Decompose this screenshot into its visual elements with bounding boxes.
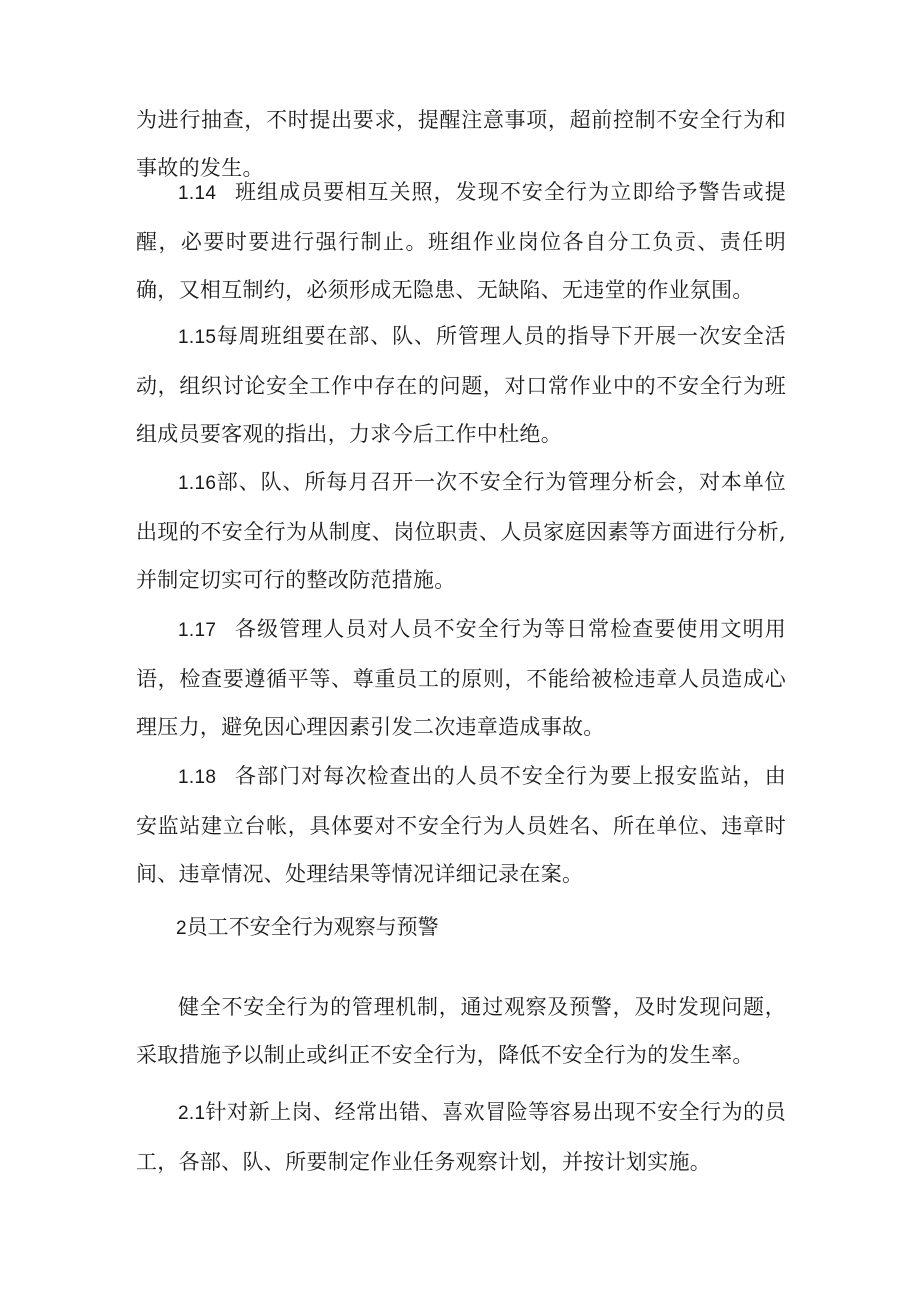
paragraph-1-16 [136,458,786,604]
paragraph-text: 各部门对每次检查出的人员不安全行为要上报安监站，由安监站建立台帐，具体要对不安全行为人员姓名、所在单位、违章时间、违章情况、处理结果等情况详细记录在案。 [136,764,786,886]
paragraph-text: 各级管理人员对人员不安全行为等日常检查要使用文明用语，检查要遵循平等、尊重员工的原则，不能给被检违章人员造成心理压力，避免因心理因素引发二次违章造成事故。 [136,617,786,739]
section-title: 员工不安全行为观察与预警 [186,915,439,939]
paragraph-text: 针对新上岗、经常出错、喜欢冒险等容易出现不安全行为的员工，各部、队、所要制定作业任务观察计划，并按计划实施。 [136,1100,786,1174]
paragraph-1-18 [136,752,786,898]
clause-number: 1.17 [178,620,217,641]
paragraph-section-2-intro [136,983,786,1079]
paragraph-text: 部、队、所每月召开一次不安全行为管理分析会，对本单位出现的不安全行为从制度、岗位职责、人员家庭因素等方面进行分析,并制定切实可行的整改防范措施。 [136,470,786,592]
clause-number: 2.1 [178,1103,206,1124]
paragraph-text: 每周班组要在部、队、所管理人员的指导下开展一次安全活动，组织讨论安全工作中存在的问题，对口常作业中的不安全行为班组成员要客观的指出，力求今后工作中杜绝。 [136,324,786,446]
section-heading-2 [176,903,439,953]
clause-number: 1.16 [178,473,217,494]
paragraph-2-1 [136,1088,786,1186]
paragraph-text: 班组成员要相互关照，发现不安全行为立即给予警告或提醒，必要时要进行强行制止。班组作业岗位各自分工负贡、责任明确，又相互制约，必须形成无隐患、无缺陷、无违堂的作业氛围。 [136,180,786,302]
paragraph-1-15 [136,312,786,458]
paragraph-text: 为进行抽查，不时提出要求，提醒注意事项，超前控制不安全行为和事故的发生。 [136,108,786,180]
paragraph-1-17 [136,605,786,751]
section-number: 2 [176,918,187,939]
paragraph-1-14 [136,168,786,314]
clause-number: 1.15 [178,327,217,348]
clause-number: 1.18 [178,767,217,788]
clause-number: 1.14 [178,183,217,204]
paragraph-text: 健全不安全行为的管理机制，通过观察及预警，及时发现问题，采取措施予以制止或纠正不安全行为，降低不安全行为的发生率。 [136,995,786,1067]
